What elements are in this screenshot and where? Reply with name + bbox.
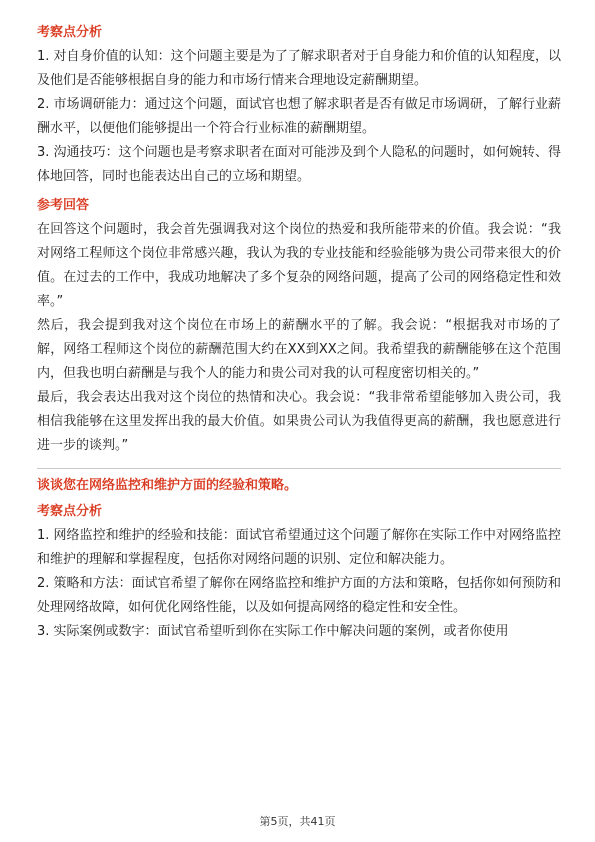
page-content	[37, 22, 561, 644]
question-title: 谈谈您在网络监控和维护方面的经验和策略。	[37, 478, 298, 493]
analysis-item-2: 2. 市场调研能力：通过这个问题，面试官也想了解求职者是否有做足市场调研，了解行业薪酬水平，以便他们能够提出一个符合行业标准的薪酬期望。	[37, 97, 561, 136]
analysis-item-4: 1. 网络监控和维护的经验和技能：面试官希望通过这个问题了解你在实际工作中对网络监控和维护的理解和掌握程度，包括你对网络问题的识别、定位和解决能力。	[37, 528, 561, 567]
answer-heading: 参考回答	[37, 198, 90, 213]
analysis-heading-1: 考察点分析	[37, 25, 103, 40]
answer-paragraph-1: 在回答这个问题时，我会首先强调我对这个岗位的热爱和我所能带来的价值。我会说：“我对网络工程师这个岗位非常感兴趣，我认为我的专业技能和经验能够为贵公司带来很大的价值。在过去的工作中，我成功地解决了多个复杂的网络问题，提高了公司的网络稳定性和效率。”	[37, 222, 561, 309]
analysis-item-1: 1. 对自身价值的认知：这个问题主要是为了了解求职者对于自身能力和价值的认知程度，以及他们是否能够根据自身的能力和市场行情来合理地设定薪酬期望。	[37, 49, 561, 88]
analysis-item-5: 2. 策略和方法：面试官希望了解你在网络监控和维护方面的方法和策略，包括你如何预防和处理网络故障，如何优化网络性能，以及如何提高网络的稳定性和安全性。	[37, 576, 561, 615]
answer-paragraph-2: 然后，我会提到我对这个岗位在市场上的薪酬水平的了解。我会说：“根据我对市场的了解，网络工程师这个岗位的薪酬范围大约在XX到XX之间。我希望我的薪酬能够在这个范围内，但我也明白薪酬是与我个人的能力和贵公司对我的认可程度密切相关的。”	[37, 318, 561, 381]
page-number: 第5页，共41页	[259, 815, 336, 828]
answer-paragraph-3: 最后，我会表达出我对这个岗位的热情和决心。我会说：“我非常希望能够加入贵公司，我相信我能够在这里发挥出我的最大价值。如果贵公司认为我值得更高的薪酬，我也愿意进行进一步的谈判。”	[37, 390, 561, 453]
section-divider	[37, 468, 561, 469]
analysis-item-3: 3. 沟通技巧：这个问题也是考察求职者在面对可能涉及到个人隐私的问题时，如何婉转、得体地回答，同时也能表达出自己的立场和期望。	[37, 145, 561, 184]
analysis-item-6: 3. 实际案例或数字：面试官希望听到你在实际工作中解决问题的案例，或者你使用	[37, 624, 509, 639]
analysis-heading-2: 考察点分析	[37, 504, 103, 519]
